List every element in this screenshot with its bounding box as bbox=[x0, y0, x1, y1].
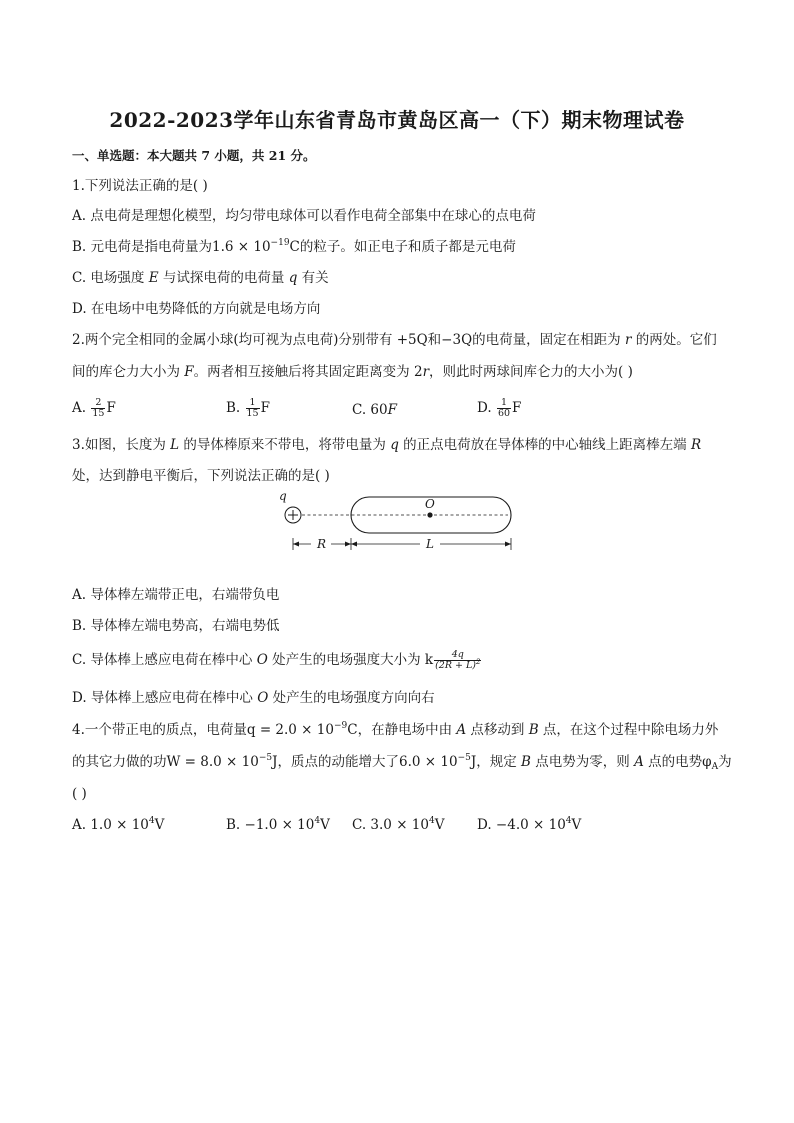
question-4-option-b: B. $-1.0 \times 10^4V$ bbox=[226, 816, 330, 833]
question-1-option-c: C. 电场强度 E 与试探电荷的电荷量 q 有关 bbox=[72, 270, 329, 286]
question-2-option-d: D. $\frac{1}{60}$ F bbox=[477, 397, 522, 419]
rod-center-point bbox=[427, 512, 432, 517]
question-3-option-b: B. 导体棒左端电势高，右端电势低 bbox=[72, 618, 280, 634]
question-2-option-c: C. 60F bbox=[352, 402, 397, 418]
question-3-option-c: C. 导体棒上感应电荷在棒中心 O 处产生的电场强度大小为 k $\frac{4q}{(2R + L)^2}$ bbox=[72, 649, 481, 671]
question-4-stem-line-3: ( ) bbox=[72, 786, 87, 802]
dimension-r-arrow-left bbox=[293, 542, 299, 547]
figure-label-q: q bbox=[279, 489, 287, 503]
page-title: 2022-2023学年山东省青岛市黄岛区高一（下）期末物理试卷 bbox=[109, 108, 685, 132]
section-heading-single-choice: 一、单选题：本大题共 7 小题，共 21 分。 bbox=[72, 148, 316, 163]
question-3-stem-line-2: 处，达到静电平衡后，下列说法正确的是( ) bbox=[72, 468, 330, 484]
question-4-stem-line-1: 4.一个带正电的质点，电荷量$q = 2.0 \times 10^{-9}C$，在静电场中由 A 点移动到 B 点，在这个过程中除电场力外 bbox=[72, 721, 719, 738]
dimension-l-arrow-right bbox=[505, 542, 511, 547]
conductor-rod-figure bbox=[278, 488, 518, 552]
question-4-options bbox=[72, 815, 732, 837]
question-2-options bbox=[72, 398, 732, 422]
question-2-stem-line-1: 2.两个完全相同的金属小球(均可视为点电荷)分别带有 +5Q和−3Q的电荷量，固定在相距为 r 的两处。它们 bbox=[72, 332, 717, 348]
figure-label-l: L bbox=[426, 537, 434, 551]
dimension-r-arrow-right bbox=[345, 542, 351, 547]
question-1-stem: 1.下列说法正确的是( ) bbox=[72, 178, 208, 194]
question-4-stem-line-2: 的其它力做的功$W = 8.0 \times 10^{-5}J$，质点的动能增大了$6.0 \times 10^{-5}J$，规定 B 点电势为零，则 A 点的电势$\varphi_A$为 bbox=[72, 753, 732, 772]
question-3-stem-line-1: 3.如图，长度为 L 的导体棒原来不带电，将带电量为 q 的正点电荷放在导体棒的中心轴线上距离棒左端 R bbox=[72, 437, 702, 453]
question-3-option-d: D. 导体棒上感应电荷在棒中心 O 处产生的电场强度方向向右 bbox=[72, 690, 435, 706]
figure-label-r: R bbox=[317, 537, 327, 551]
question-1-option-d: D. 在电场中电势降低的方向就是电场方向 bbox=[72, 301, 321, 317]
question-1-option-b: B. 元电荷是指电荷量为$1.6 \times 10^{-19}C$的粒子。如正电子和质子都是元电荷 bbox=[72, 238, 516, 255]
question-2-option-b: B. $\frac{1}{15}$ F bbox=[226, 397, 270, 419]
dimension-l-arrow-left bbox=[351, 542, 357, 547]
question-4-option-a: A. $1.0 \times 10^4V$ bbox=[72, 816, 165, 833]
question-2-option-a: A. $\frac{2}{15}$ F bbox=[72, 397, 116, 419]
figure-label-o: O bbox=[425, 497, 435, 511]
question-4-option-c: C. $3.0 \times 10^4V$ bbox=[352, 816, 445, 833]
question-2-stem-line-2: 间的库仑力大小为 F。两者相互接触后将其固定距离变为 2r，则此时两球间库仑力的大小为( ) bbox=[72, 364, 633, 380]
question-1-option-a: A. 点电荷是理想化模型，均匀带电球体可以看作电荷全部集中在球心的点电荷 bbox=[72, 208, 536, 224]
question-4-option-d: D. $-4.0 \times 10^4V$ bbox=[477, 816, 582, 833]
question-3-option-a: A. 导体棒左端带正电，右端带负电 bbox=[72, 587, 280, 603]
